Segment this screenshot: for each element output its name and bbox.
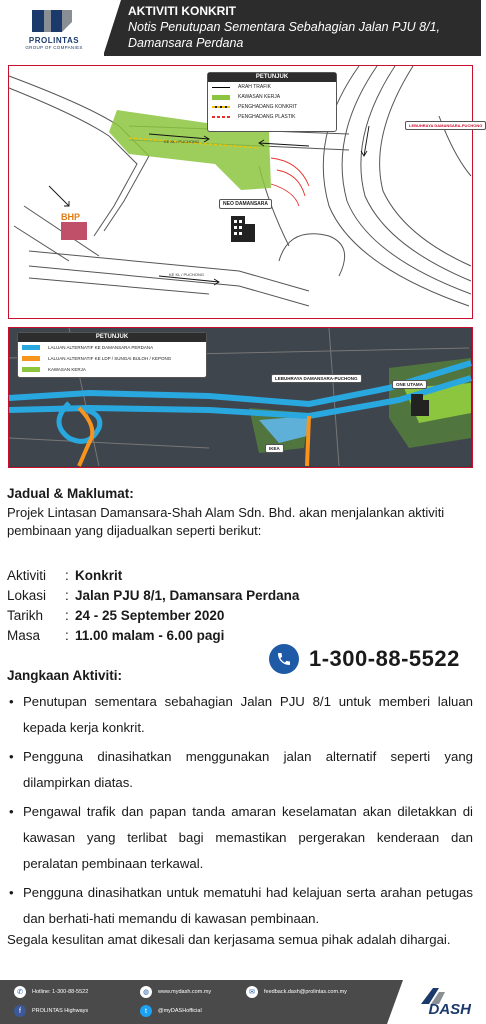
arrow-icon xyxy=(212,87,230,88)
map2-legend-title: PETUNJUK xyxy=(18,333,206,342)
legend-item-arah-trafik: ARAH TRAFIK xyxy=(208,82,336,92)
list-item: • Pengguna dinasihatkan untuk mematuhi had kelajuan serta arahan petugas dan berhati-hati memandu di kawasan pembinaan. xyxy=(9,885,473,926)
work-zone-swatch xyxy=(22,367,40,372)
facebook-icon: f xyxy=(14,1005,26,1017)
plastic-barrier-swatch xyxy=(212,116,230,118)
legend-item-laluan-damansara: LALUAN ALTERNATIF KE DAMANSARA PERDANA xyxy=(18,342,206,353)
legend-item-laluan-ldp: LALUAN ALTERNATIF KE LDP / SUNGAI BULOH / KEPONG xyxy=(18,353,206,364)
legend-item-kawasan-kerja: KAWASAN KERJA xyxy=(208,92,336,102)
scope-heading: Jangkaan Aktiviti: xyxy=(7,668,123,683)
legend-item-kawasan-kerja: KAWASAN KERJA xyxy=(18,364,206,375)
email-icon: ✉ xyxy=(246,986,258,998)
footer-facebook[interactable]: f PROLINTAS Highways xyxy=(14,1005,88,1017)
detail-row-tarikh: Tarikh : 24 - 25 September 2020 xyxy=(7,608,225,623)
detail-row-lokasi: Lokasi : Jalan PJU 8/1, Damansara Perdana xyxy=(7,588,300,603)
list-item: • Pengguna dinasihatkan menggunakan jalan alternatif seperti yang dilampirkan diatas. xyxy=(9,749,473,790)
list-item: • Penutupan sementara sebahagian Jalan PJU 8/1 untuk memberi laluan kepada kerja konkrit. xyxy=(9,694,473,735)
prolintas-logo-icon xyxy=(26,6,76,36)
map1-legend-title: PETUNJUK xyxy=(208,73,336,82)
footer-website[interactable]: ◍ www.mydash.com.my xyxy=(140,986,211,998)
detail-row-masa: Masa : 11.00 malam - 6.00 pagi xyxy=(7,628,225,643)
prolintas-logo xyxy=(0,0,104,56)
legend-item-penghadang-plastik: PENGHADANG PLASTIK xyxy=(208,112,336,122)
schedule-text: Projek Lintasan Damansara-Shah Alam Sdn. Bhd. akan menjalankan aktiviti pembinaan yang dijadualkan seperti berikut: xyxy=(7,505,445,538)
scope-list xyxy=(7,689,473,932)
footer-twitter[interactable]: t @myDASHofficial xyxy=(140,1005,202,1017)
blue-route-swatch xyxy=(22,345,40,350)
header xyxy=(0,0,481,56)
closing-note: Segala kesulitan amat dikesali dan kerjasama semua pihak adalah dihargai. xyxy=(7,932,451,947)
ikea-label: IKEA xyxy=(265,444,284,453)
schedule-intro xyxy=(7,485,473,540)
work-zone-swatch xyxy=(212,95,230,100)
phone-icon: ✆ xyxy=(14,986,26,998)
lebuhraya-label: LEBUHRAYA DAMANSARA-PUCHONG xyxy=(405,121,486,130)
dash-brand: DASH xyxy=(428,1001,471,1018)
title-bar xyxy=(104,0,481,56)
footer-email[interactable]: ✉ feedback.dash@prolintas.com.my xyxy=(246,986,347,998)
bhp-label: BHP xyxy=(61,212,81,222)
schedule-heading: Jadual & Maklumat: xyxy=(7,486,134,501)
road-label-top: KE KL / PUCHONG xyxy=(164,139,199,144)
twitter-icon: t xyxy=(140,1005,152,1017)
concrete-barrier-swatch xyxy=(212,106,230,108)
road-label-bottom: KE KL / PUCHONG xyxy=(169,272,204,277)
site-map xyxy=(8,65,483,319)
map2-legend xyxy=(17,332,207,378)
activity-scope xyxy=(7,667,473,935)
neo-damansara-label: NEO DAMANSARA xyxy=(219,199,272,209)
list-item: • Pengawal trafik dan papan tanda amaran keselamatan akan diletakkan di kawasan yang terlibat bagi memastikan pergerakan kenderaan dan peralatan pembinaan terkawal. xyxy=(9,804,473,871)
lebuhraya-label: LEBUHRAYA DAMANSARA-PUCHONG xyxy=(271,374,362,383)
dash-logo xyxy=(403,980,481,1024)
activity-details xyxy=(7,566,473,646)
page-subtitle: Notis Penutupan Sementara Sebahagian Jalan PJU 8/1, Damansara Perdana xyxy=(128,20,441,50)
map1-legend xyxy=(207,72,337,132)
page-title: AKTIVITI KONKRIT xyxy=(128,4,236,18)
footer-hotline[interactable]: ✆ Hotline: 1-300-88-5522 xyxy=(14,986,88,998)
globe-icon: ◍ xyxy=(140,986,152,998)
hotline-number: 1-300-88-5522 xyxy=(309,646,460,671)
one-utama-label: ONE UTAMA xyxy=(392,380,427,389)
footer xyxy=(0,980,481,1024)
alternative-route-map xyxy=(8,327,473,468)
logo-tagline: GROUP OF COMPANIES xyxy=(25,45,83,50)
orange-route-swatch xyxy=(22,356,40,361)
legend-item-penghadang-konkrit: PENGHADANG KONKRIT xyxy=(208,102,336,112)
logo-name: PROLINTAS xyxy=(28,36,80,45)
detail-row-aktiviti: Aktiviti : Konkrit xyxy=(7,568,123,583)
